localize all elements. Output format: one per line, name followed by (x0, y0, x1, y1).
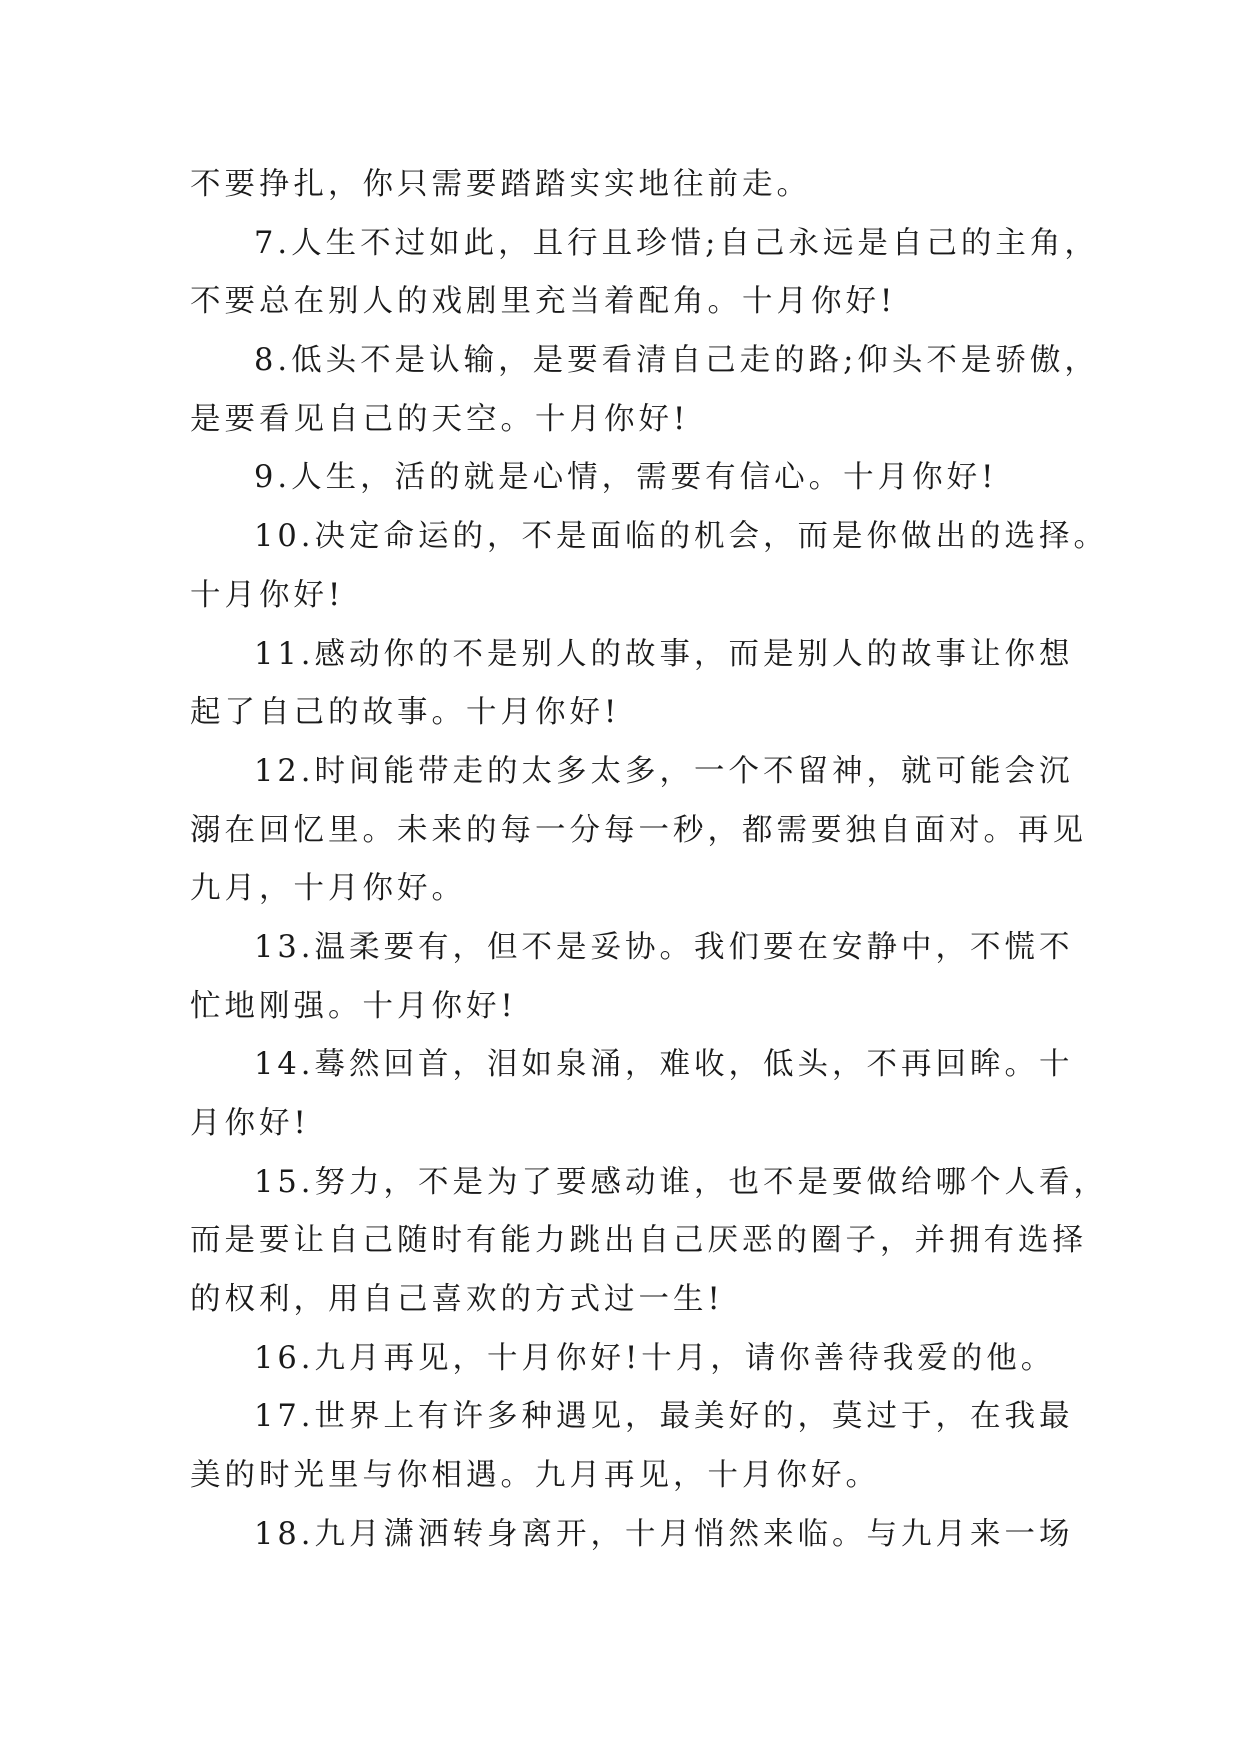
text-line: 18.九月潇洒转身离开，十月悄然来临。与九月来一场 (254, 1516, 1074, 1552)
text-line: 16.九月再见，十月你好!十月，请你善待我爱的他。 (254, 1340, 1056, 1376)
text-line: 是要看见自己的天空。十月你好! (190, 401, 690, 437)
text-line: 忙地刚强。十月你好! (190, 988, 517, 1024)
text-line: 不要总在别人的戏剧里充当着配角。十月你好! (190, 284, 897, 320)
text-line: 九月，十月你好。 (190, 871, 466, 907)
text-line: 9.人生，活的就是心情，需要有信心。十月你好! (254, 460, 998, 496)
text-line: 而是要让自己随时有能力跳出自己厌恶的圈子，并拥有选择 (190, 1223, 1087, 1259)
text-line: 美的时光里与你相遇。九月再见，十月你好。 (190, 1458, 880, 1494)
text-line: 12.时间能带走的太多太多，一个不留神，就可能会沉 (254, 753, 1074, 789)
text-line: 起了自己的故事。十月你好! (190, 695, 621, 731)
text-line: 13.温柔要有，但不是妥协。我们要在安静中，不慌不 (254, 929, 1074, 965)
text-line: 的权利，用自己喜欢的方式过一生! (190, 1282, 724, 1318)
text-line: 十月你好! (190, 577, 345, 613)
text-line: 14.蓦然回首，泪如泉涌，难收，低头，不再回眸。十 (254, 1047, 1074, 1083)
document-body (190, 156, 1109, 1565)
text-line: 月你好! (190, 1106, 310, 1141)
text-line: 不要挣扎，你只需要踏踏实实地往前走。 (190, 167, 811, 202)
text-line: 17.世界上有许多种遇见，最美好的，莫过于，在我最 (254, 1399, 1074, 1435)
text-line: 15.努力，不是为了要感动谁，也不是要做给哪个人看， (254, 1164, 1109, 1200)
text-line: 11.感动你的不是别人的故事，而是别人的故事让你想 (254, 636, 1074, 672)
text-line: 7.人生不过如此，且行且珍惜;自己永远是自己的主角， (254, 225, 1099, 261)
text-line: 溺在回忆里。未来的每一分每一秒，都需要独自面对。再见 (190, 812, 1087, 848)
text-line: 10.决定命运的，不是面临的机会，而是你做出的选择。 (254, 519, 1109, 555)
text-line: 8.低头不是认输，是要看清自己走的路;仰头不是骄傲， (254, 343, 1099, 379)
